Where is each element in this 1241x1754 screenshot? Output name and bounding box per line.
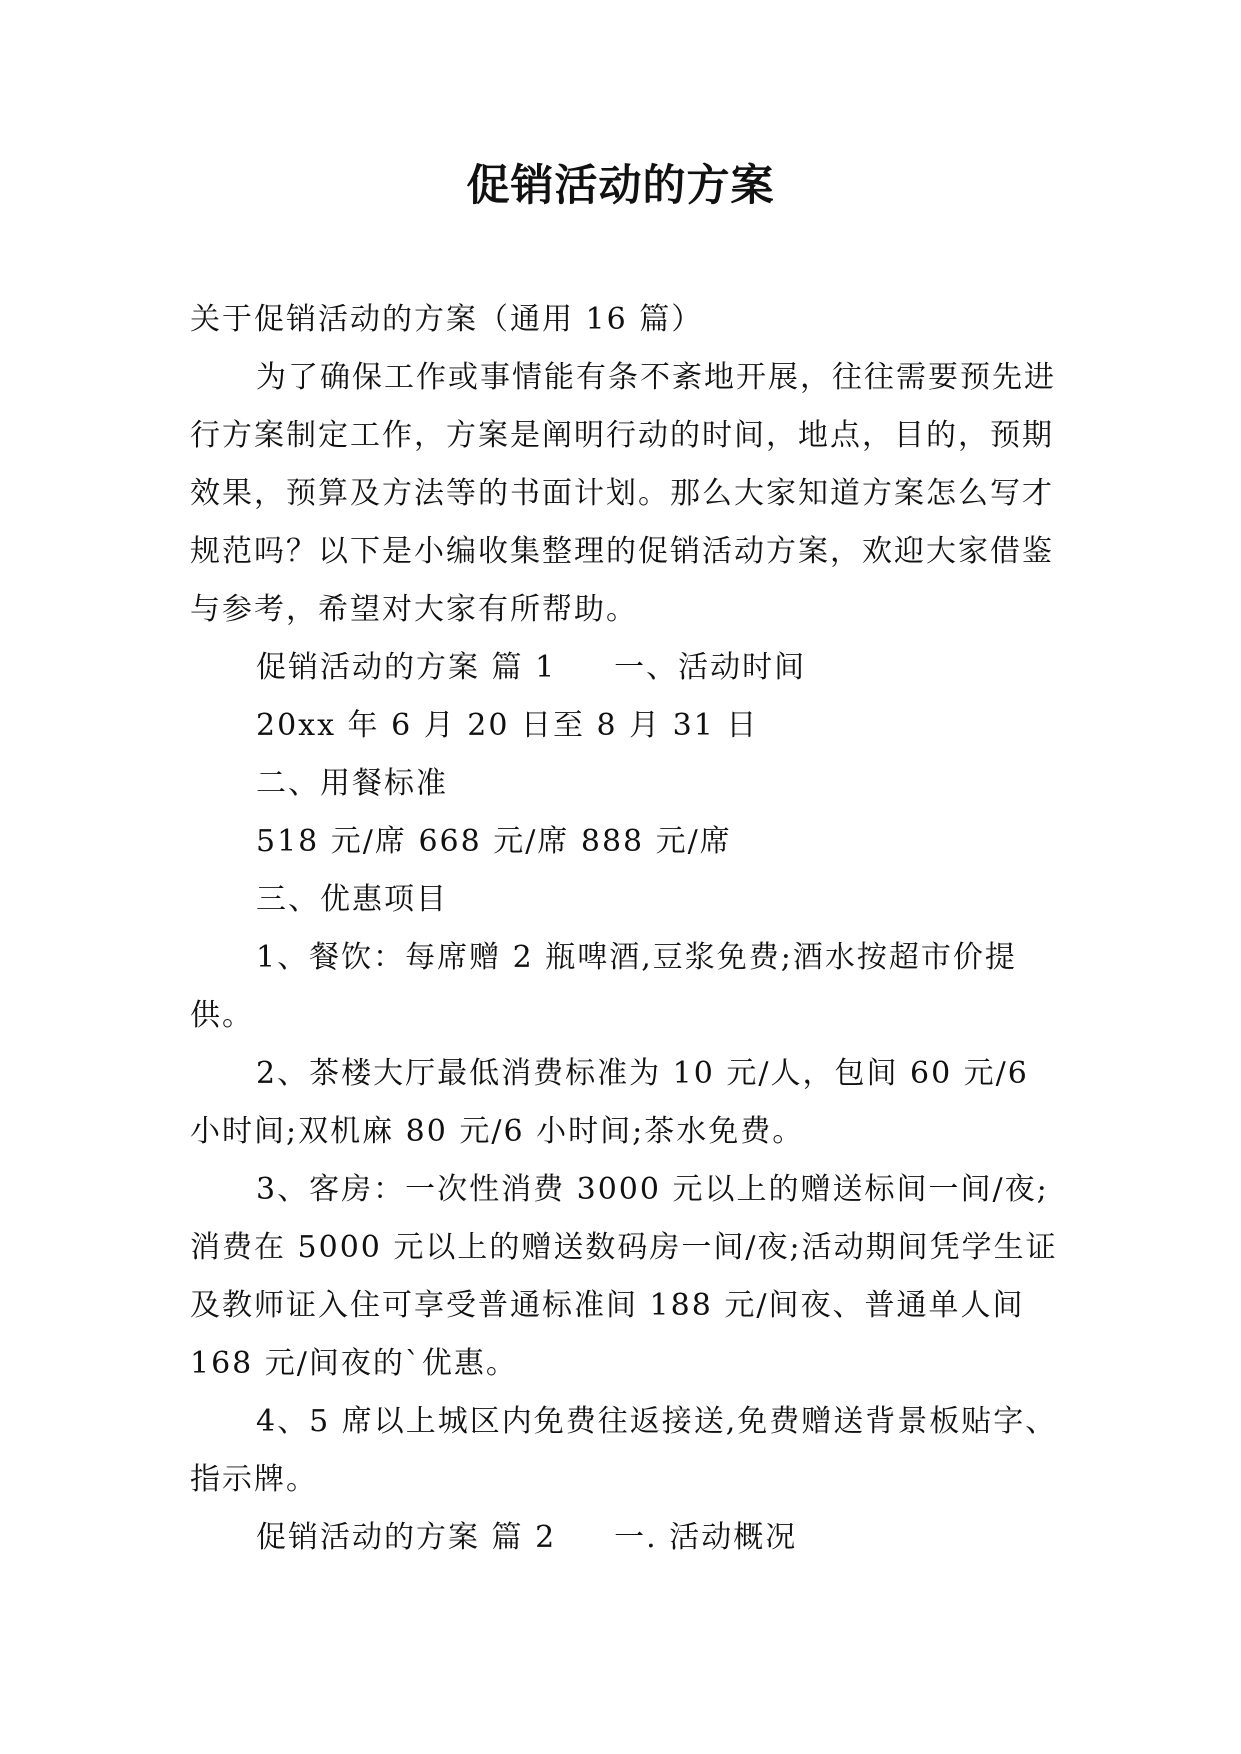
offers-heading: 三、优惠项目 [256,882,448,917]
section-1-subheading: 一、活动时间 [614,650,807,685]
dining-standard: 518 元/席 668 元/席 888 元/席 [256,824,732,859]
section-1-heading: 促销活动的方案 篇 1 [256,650,557,685]
offer-item-4: 4、5 席以上城区内免费往返接送,免费赠送背景板贴字、指示牌。 [190,1404,1058,1497]
activity-time: 20xx 年 6 月 20 日至 8 月 31 日 [256,708,759,743]
document-subtitle: 关于促销活动的方案（通用 16 篇） [190,302,704,337]
section-2-heading-line [190,1509,1070,1567]
section-1-heading-line [190,639,1070,697]
document-title: 促销活动的方案 [466,161,775,211]
document-body [190,291,1070,1567]
section-2-subheading: 一. 活动概况 [614,1520,798,1555]
offer-item-2: 2、茶楼大厅最低消费标准为 10 元/人，包间 60 元/6 小时间;双机麻 80 元/6 小时间;茶水免费。 [190,1056,1029,1149]
offer-item-3: 3、客房：一次性消费 3000 元以上的赠送标间一间/夜;消费在 5000 元以上的赠送数码房一间/夜;活动期间凭学生证及教师证入住可享受普通标准间 188 元/间夜、普通单人间 168 元/间夜的`优惠。 [190,1172,1058,1381]
section-2-heading: 促销活动的方案 篇 2 [256,1520,557,1555]
intro-paragraph: 为了确保工作或事情能有条不紊地开展，往往需要预先进行方案制定工作，方案是阐明行动的时间，地点，目的，预期效果，预算及方法等的书面计划。那么大家知道方案怎么写才规范吗？以下是小编收集整理的促销活动方案，欢迎大家借鉴与参考，希望对大家有所帮助。 [190,360,1056,627]
dining-standard-heading: 二、用餐标准 [256,766,448,801]
offer-item-1: 1、餐饮：每席赠 2 瓶啤酒,豆浆免费;酒水按超市价提供。 [190,940,1017,1033]
